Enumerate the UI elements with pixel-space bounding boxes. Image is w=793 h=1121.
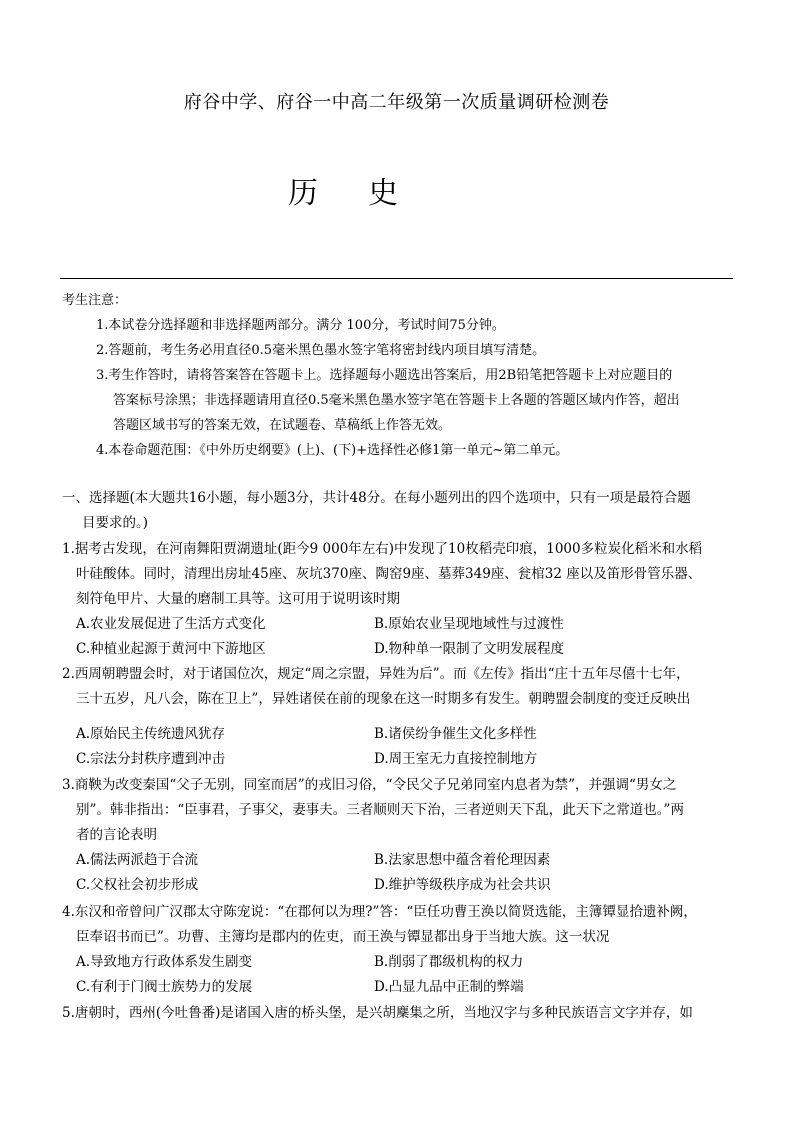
question-stem: 三十五岁，凡八会，陈在卫上”，异姓诸侯在前的现象在这一时期多有发生。朝聘盟会制度的变迁反映出	[76, 691, 691, 707]
options-row	[62, 637, 734, 662]
notice-item: 1.本试卷分选择题和非选择题两部分。满分 100分，考试时间75分钟。	[96, 318, 505, 333]
question-2	[62, 662, 734, 772]
question-3	[62, 773, 734, 898]
notice-heading: 考生注意：	[62, 293, 128, 308]
question-stem: 4.东汉和帝曾问广汉郡太守陈宠说：“在郡何以为理?”答：“臣任功曹王涣以简贤选能，主簿镡显拾遗补阙，	[62, 904, 697, 920]
option-a: A.导致地方行政体系发生剧变	[76, 954, 253, 970]
question-stem: 者的言论表明	[76, 827, 157, 843]
option-c: C.有利于门阀士族势力的发展	[76, 979, 253, 995]
notice-block	[62, 288, 734, 463]
options-row	[62, 975, 734, 1000]
options-row	[62, 950, 734, 975]
option-b: B.原始农业呈现地域性与过渡性	[374, 616, 564, 632]
notice-line: 答案标号涂黑；非选择题请用直径0.5毫米黑色墨水签字笔在答题卡上各题的答题区域内作答，超出	[113, 393, 680, 408]
subject-title	[288, 168, 398, 212]
option-d: D.物种单一限制了文明发展程度	[374, 641, 565, 657]
option-b: B.法家思想中蕴含着伦理因素	[374, 852, 551, 868]
option-b: B.削弱了郡级机构的权力	[374, 954, 524, 970]
options-row	[62, 722, 734, 747]
question-stem: 2.西周朝聘盟会时，对于诸国位次，规定“周之宗盟，异姓为后”。而《左传》指出“庄十五年尽僖十七年，	[62, 666, 690, 682]
notice-item: 4.本卷命题范围：《中外历史纲要》(上)、(下)+选择性必修1第一单元~第二单元。	[96, 443, 569, 458]
question-5	[62, 1001, 734, 1026]
option-b: B.诸侯纷争催生文化多样性	[374, 726, 537, 742]
subject-char-1: 历	[288, 176, 318, 211]
option-a: A.原始民主传统遗风犹存	[76, 726, 226, 742]
question-stem: 别”。韩非指出：“臣事君，子事父，妻事夫。三者顺则天下治，三者逆则天下乱，此天下之常道也。”两	[76, 802, 684, 818]
option-c: C.父权社会初步形成	[76, 877, 199, 893]
notice-line: 答题区域书写的答案无效，在试题卷、草稿纸上作答无效。	[113, 418, 452, 433]
question-stem: 1.据考古发现，在河南舞阳贾湖遗址(距今9 000年左右)中发现了10枚稻壳印痕，1000多粒炭化稻米和水稻	[62, 541, 703, 557]
question-stem: 叶硅酸体。同时，清理出房址45座、灰坑370座、陶窑9座、墓葬349座、瓮棺32 座以及笛形骨管乐器、	[76, 566, 702, 582]
option-d: D.周王室无力直接控制地方	[374, 751, 538, 767]
option-c: C.宗法分封秩序遭到冲击	[76, 751, 226, 767]
question-4	[62, 900, 734, 1000]
option-a: A.儒法两派趋于合流	[76, 852, 199, 868]
notice-item: 2.答题前，考生务必用直径0.5毫米黑色墨水签字笔将密封线内项目填写清楚。	[96, 343, 546, 358]
options-row	[62, 848, 734, 873]
exam-title: 府谷中学、府谷一中高二年级第一次质量调研检测卷	[183, 92, 610, 113]
options-row	[62, 612, 734, 637]
question-stem: 臣奉诏书而已”。功曹、主簿均是郡内的佐吏，而王涣与镡显都出身于当地大族。这一状况	[76, 929, 610, 945]
options-row	[62, 873, 734, 898]
section-line: 目要求的。)	[82, 515, 149, 531]
section-line: 一、选择题(本大题共16小题，每小题3分，共计48分。在每小题列出的四个选项中，只有一项是最符合题	[62, 490, 691, 506]
header-divider	[60, 278, 733, 279]
option-d: D.凸显九品中正制的弊端	[374, 979, 524, 995]
section-heading	[62, 486, 734, 536]
option-c: C.种植业起源于黄河中下游地区	[76, 641, 266, 657]
question-stem: 5.唐朝时，西州(今吐鲁番)是诸国入唐的桥头堡，是兴胡麇集之所，当地汉字与多种民族语言文字并存，如	[62, 1005, 693, 1021]
notice-line: 3.考生作答时，请将答案答在答题卡上。选择题每小题选出答案后，用2B铅笔把答题卡上对应题目的	[96, 368, 673, 383]
question-1	[62, 537, 734, 662]
option-d: D.维护等级秩序成为社会共识	[374, 877, 551, 893]
notice-item	[62, 363, 734, 438]
option-a: A.农业发展促进了生活方式变化	[76, 616, 266, 632]
options-row	[62, 747, 734, 772]
question-stem: 刻符龟甲片、大量的磨制工具等。这可用于说明该时期	[76, 591, 400, 607]
subject-char-2: 史	[368, 176, 398, 211]
question-stem: 3.商鞅为改变秦国“父子无别，同室而居”的戎旧习俗，“令民父子兄弟同室内息者为禁”，并强调“男女之	[62, 777, 677, 793]
